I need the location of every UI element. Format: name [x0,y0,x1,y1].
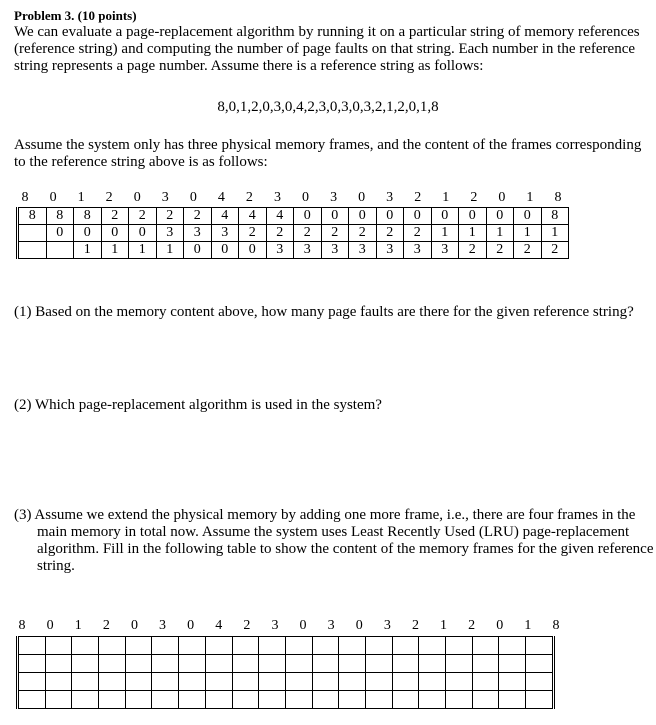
frame-cell: 4 [239,208,267,225]
frame-cell: 1 [431,225,459,242]
reference-page: 1 [74,618,82,633]
reference-page: 0 [130,618,138,633]
lru-cell[interactable] [285,691,312,709]
frame-cell [18,225,47,242]
reference-page: 2 [414,190,422,205]
frame-cell: 0 [239,242,267,259]
lru-cell[interactable] [232,637,259,655]
lru-cell[interactable] [419,691,446,709]
reference-page: 3 [386,190,394,205]
reference-page: 2 [102,618,110,633]
lru-cell[interactable] [259,637,286,655]
lru-cell[interactable] [205,691,232,709]
lru-cell[interactable] [232,673,259,691]
frame-cell: 2 [514,242,542,259]
frame-cell: 3 [266,242,294,259]
lru-row [18,655,554,673]
frame-cell: 0 [431,208,459,225]
frame-cell: 2 [459,242,487,259]
frame-cell: 1 [459,225,487,242]
frame-cell: 8 [18,208,47,225]
frame-cell: 3 [211,225,239,242]
reference-page: 0 [46,618,54,633]
frame-cell: 2 [541,242,569,259]
lru-cell[interactable] [72,655,99,673]
frame-cell: 3 [404,242,432,259]
lru-cell[interactable] [365,637,392,655]
frame-cell: 0 [74,225,102,242]
frame-cell: 3 [431,242,459,259]
frame-row [18,225,569,242]
reference-page: 3 [273,190,281,205]
reference-page: 0 [133,190,141,205]
lru-cell[interactable] [446,673,473,691]
frame-cell: 3 [321,242,349,259]
lru-cell[interactable] [179,673,206,691]
frame-cell: 1 [541,225,569,242]
lru-cell[interactable] [125,655,152,673]
lru-cell[interactable] [365,691,392,709]
lru-cell[interactable] [472,655,499,673]
frame-cell: 2 [156,208,184,225]
lru-cell[interactable] [365,655,392,673]
lru-cell[interactable] [232,691,259,709]
lru-cell[interactable] [99,655,126,673]
lru-cell[interactable] [526,655,554,673]
reference-page: 1 [440,618,448,633]
reference-page: 3 [161,190,169,205]
lru-cell[interactable] [312,691,339,709]
frame-cell: 1 [156,242,184,259]
lru-cell[interactable] [205,673,232,691]
frame-cell: 0 [321,208,349,225]
reference-page: 8 [18,618,26,633]
lru-cell[interactable] [312,673,339,691]
frame-cell: 0 [184,242,212,259]
frame-row [18,242,569,259]
reference-page: 2 [105,190,113,205]
lru-cell[interactable] [259,673,286,691]
frame-row [18,208,569,225]
reference-page: 3 [271,618,279,633]
reference-page: 2 [243,618,251,633]
frame-cell: 2 [184,208,212,225]
frame-cell: 1 [129,242,157,259]
frame-cell: 8 [46,208,74,225]
lru-cell[interactable] [72,637,99,655]
reference-page: 8 [21,190,29,205]
lru-cell[interactable] [232,655,259,673]
reference-page: 3 [159,618,167,633]
frame-cell: 3 [294,242,322,259]
lru-cell[interactable] [259,691,286,709]
frame-cell: 2 [129,208,157,225]
problem-title: Problem 3. (10 points) [14,8,137,23]
lru-cell[interactable] [179,691,206,709]
frame-cell: 1 [514,225,542,242]
intro-paragraph: We can evaluate a page-replacement algorithm by running it on a particular string of memory references (reference string) and computing the number of page faults on that string. Each number in the reference string represents a page number. Assume there is a reference string as follows: [14,24,640,74]
frame-cell: 2 [266,225,294,242]
lru-cell[interactable] [526,637,554,655]
reference-page: 0 [189,190,197,205]
lru-cell[interactable] [499,637,526,655]
lru-cell[interactable] [392,673,419,691]
lru-cell[interactable] [526,673,554,691]
frames-table-header [16,189,577,207]
lru-cell[interactable] [472,637,499,655]
lru-cell[interactable] [45,637,72,655]
lru-cell[interactable] [339,655,366,673]
lru-cell[interactable] [419,655,446,673]
lru-cell[interactable] [152,691,179,709]
lru-cell[interactable] [205,655,232,673]
lru-cell[interactable] [446,637,473,655]
lru-cell[interactable] [392,655,419,673]
frame-cell: 0 [129,225,157,242]
lru-cell[interactable] [499,691,526,709]
frame-cell: 0 [459,208,487,225]
lru-cell[interactable] [285,673,312,691]
frame-cell: 2 [321,225,349,242]
lru-cell[interactable] [312,655,339,673]
frame-cell: 4 [266,208,294,225]
lru-cell[interactable] [312,637,339,655]
frame-cell: 2 [404,225,432,242]
lru-cell[interactable] [392,637,419,655]
lru-cell[interactable] [339,691,366,709]
lru-cell[interactable] [285,637,312,655]
frame-cell: 0 [514,208,542,225]
reference-page: 0 [496,618,504,633]
reference-page: 8 [554,190,562,205]
reference-page: 4 [217,190,225,205]
lru-cell[interactable] [499,655,526,673]
reference-page: 0 [302,190,310,205]
frames-paragraph: Assume the system only has three physical memory frames, and the content of the frames corresponding to the reference string above is as follows: [14,137,642,170]
frame-cell: 1 [74,242,102,259]
lru-answer-table[interactable] [16,636,555,709]
reference-page: 1 [526,190,534,205]
frame-cell: 2 [294,225,322,242]
frame-cell: 3 [349,242,377,259]
reference-page: 3 [330,190,338,205]
reference-page: 0 [358,190,366,205]
frame-cell [18,242,47,259]
reference-page: 1 [77,190,85,205]
frame-cell: 0 [486,208,514,225]
frame-cell: 8 [541,208,569,225]
reference-page: 4 [215,618,223,633]
lru-cell[interactable] [419,673,446,691]
reference-page: 0 [187,618,195,633]
reference-page: 0 [355,618,363,633]
lru-cell[interactable] [285,655,312,673]
lru-cell[interactable] [45,691,72,709]
lru-cell[interactable] [72,691,99,709]
lru-cell[interactable] [152,637,179,655]
lru-cell[interactable] [472,691,499,709]
reference-page: 2 [468,618,476,633]
frame-cell: 8 [74,208,102,225]
question-3: (3) Assume we extend the physical memory by adding one more frame, i.e., there are four frames in the main memory in total now. Assume the system uses Least Recently Used (LRU) page-replacement algorithm. Fill in the following table to show the content of the memory frames for the given reference string. [14,507,654,574]
lru-row [18,637,554,655]
lru-cell[interactable] [18,637,46,655]
lru-cell[interactable] [179,655,206,673]
lru-cell[interactable] [499,673,526,691]
lru-cell[interactable] [392,691,419,709]
question-2: (2) Which page-replacement algorithm is used in the system? [14,397,382,413]
reference-page: 3 [383,618,391,633]
frame-cell: 2 [376,225,404,242]
lru-cell[interactable] [18,673,46,691]
reference-page: 2 [245,190,253,205]
lru-cell[interactable] [99,691,126,709]
lru-cell[interactable] [339,673,366,691]
reference-page: 2 [470,190,478,205]
frame-cell: 0 [376,208,404,225]
lru-cell[interactable] [72,673,99,691]
lru-cell[interactable] [18,691,46,709]
frame-cell: 0 [349,208,377,225]
lru-cell[interactable] [45,673,72,691]
frame-cell: 3 [376,242,404,259]
lru-cell[interactable] [125,637,152,655]
lru-cell[interactable] [446,655,473,673]
lru-cell[interactable] [125,673,152,691]
lru-table-header [16,617,579,635]
lru-cell[interactable] [152,673,179,691]
frame-cell: 1 [101,242,129,259]
reference-page: 0 [299,618,307,633]
lru-cell[interactable] [179,637,206,655]
reference-page: 0 [498,190,506,205]
reference-page: 1 [524,618,532,633]
reference-page: 3 [327,618,335,633]
reference-page: 1 [442,190,450,205]
lru-cell[interactable] [205,637,232,655]
frame-cell: 0 [101,225,129,242]
frame-cell: 3 [156,225,184,242]
frame-cell: 2 [101,208,129,225]
frame-cell: 2 [239,225,267,242]
reference-page: 0 [49,190,57,205]
lru-cell[interactable] [152,655,179,673]
lru-cell[interactable] [45,655,72,673]
frame-cell [46,242,74,259]
lru-cell[interactable] [99,637,126,655]
reference-page: 8 [552,618,560,633]
frames-table [16,207,569,259]
lru-cell[interactable] [419,637,446,655]
lru-cell[interactable] [526,691,554,709]
lru-row [18,691,554,709]
frame-cell: 1 [486,225,514,242]
frame-cell: 0 [211,242,239,259]
lru-cell[interactable] [365,673,392,691]
frame-cell: 3 [184,225,212,242]
reference-page: 2 [411,618,419,633]
frame-cell: 0 [46,225,74,242]
lru-cell[interactable] [259,655,286,673]
question-1: (1) Based on the memory content above, how many page faults are there for the given reference string? [14,304,634,320]
lru-cell[interactable] [99,673,126,691]
frame-cell: 2 [349,225,377,242]
lru-cell[interactable] [339,637,366,655]
lru-cell[interactable] [18,655,46,673]
reference-string: 8,0,1,2,0,3,0,4,2,3,0,3,0,3,2,1,2,0,1,8 [217,99,439,115]
lru-cell[interactable] [472,673,499,691]
frame-cell: 0 [294,208,322,225]
frame-cell: 4 [211,208,239,225]
lru-cell[interactable] [446,691,473,709]
lru-row [18,673,554,691]
frame-cell: 2 [486,242,514,259]
frame-cell: 0 [404,208,432,225]
lru-cell[interactable] [125,691,152,709]
